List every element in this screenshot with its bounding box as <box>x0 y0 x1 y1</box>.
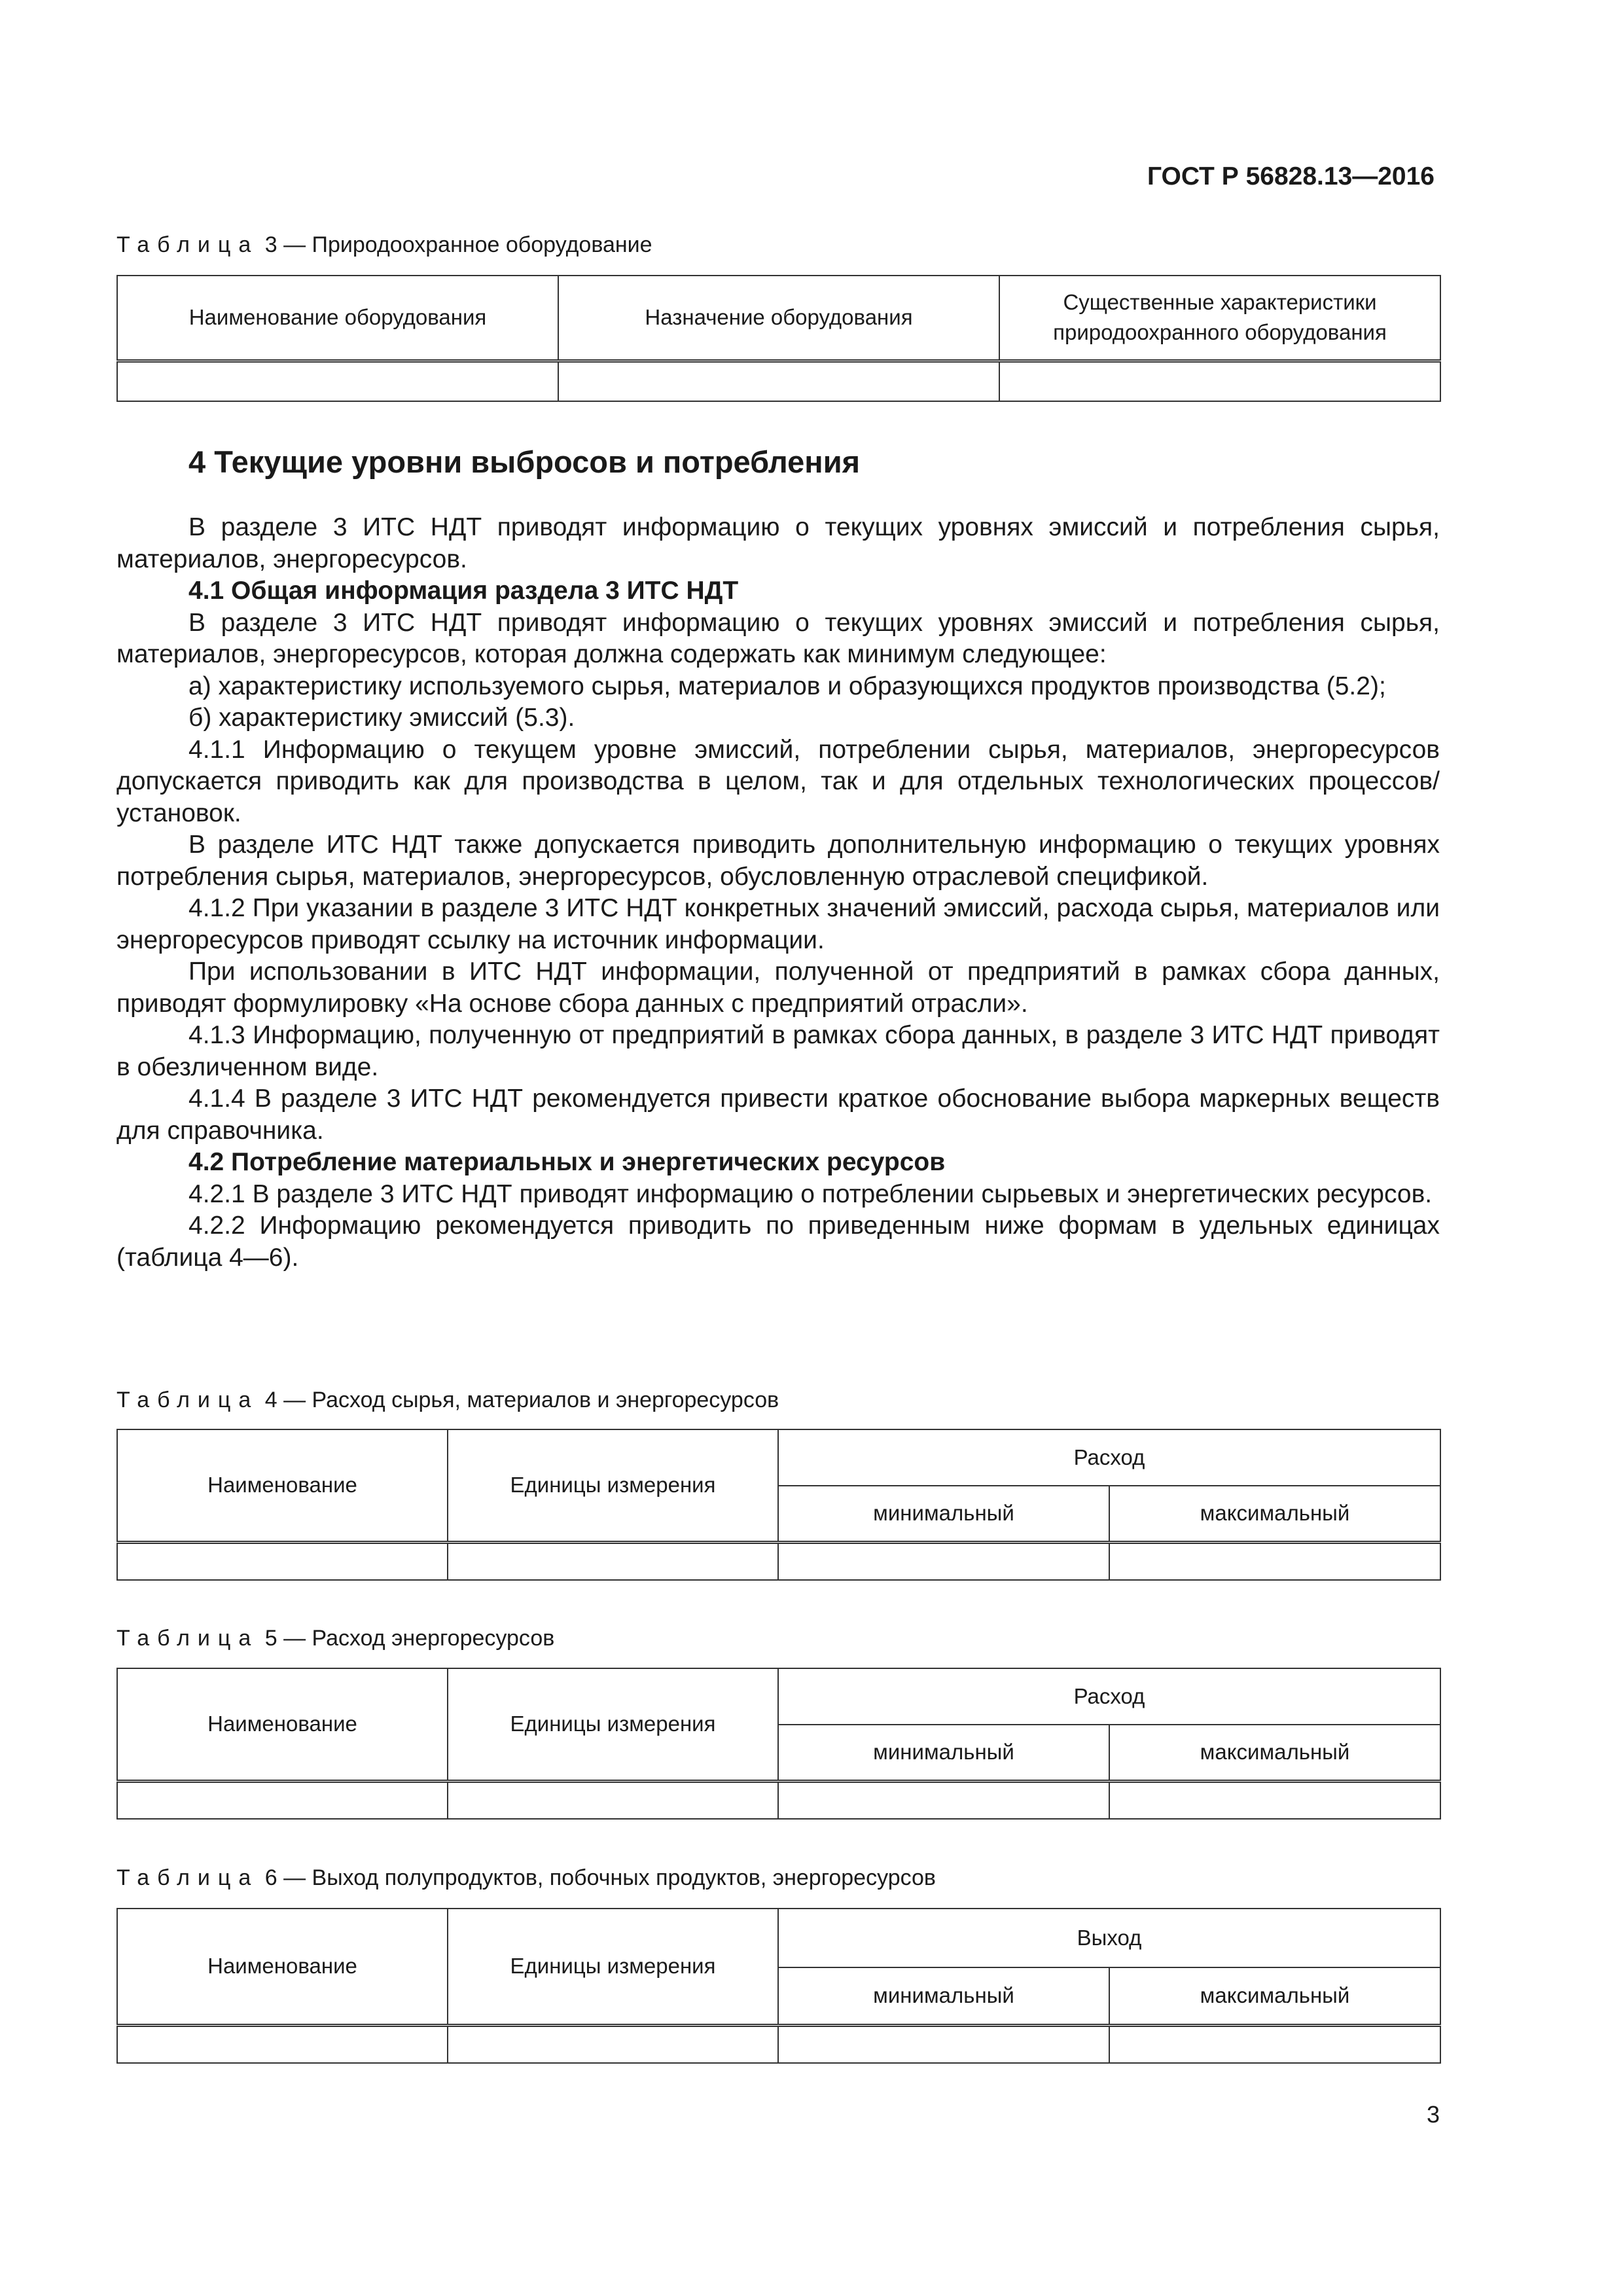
paragraph: 4.1.4 В разделе 3 ИТС НДТ рекомендуется привести краткое обоснование выбора маркерных веществ для справочника. <box>116 1085 1440 1145</box>
table5-header-min: минимальный <box>778 1725 1109 1781</box>
table4-header-name: Наименование <box>117 1429 448 1542</box>
table3-header-name: Наименование оборудования <box>117 276 558 361</box>
table5-header-max: максимальный <box>1109 1725 1440 1781</box>
subsection-heading: 4.2 Потребление материальных и энергетических ресурсов <box>188 1148 946 1176</box>
table4-cell <box>448 1542 778 1580</box>
table5-header-group: Расход <box>778 1668 1440 1725</box>
table3-caption-title: 3 — Природоохранное оборудование <box>259 232 652 257</box>
table4-caption <box>116 1388 779 1413</box>
table5-cell <box>117 1781 448 1819</box>
table3-cell <box>999 361 1440 401</box>
table3-caption-word: Таблица <box>116 232 259 257</box>
table6-header-group: Выход <box>778 1909 1440 1967</box>
document-code: ГОСТ Р 56828.13—2016 <box>1147 162 1435 190</box>
table6 <box>116 1908 1441 2064</box>
table6-cell <box>117 2025 448 2063</box>
table5 <box>116 1668 1441 1820</box>
page-number: 3 <box>1426 2101 1440 2128</box>
paragraph: 4.1.1 Информацию о текущем уровне эмиссий, потреблении сырья, материалов, энергоресурсов допускается приводить как для производства в целом, так и для отдельных технологических процессов/установок. <box>116 735 1440 827</box>
table5-cell <box>1109 1781 1440 1819</box>
table5-cell <box>778 1781 1109 1819</box>
table3-header-purpose: Назначение оборудования <box>558 276 999 361</box>
paragraph: 4.2.1 В разделе 3 ИТС НДТ приводят информацию о потреблении сырьевых и энергетических ресурсов. <box>188 1179 1433 1208</box>
table3-cell <box>117 361 558 401</box>
table4-header-max: максимальный <box>1109 1486 1440 1542</box>
table5-caption <box>116 1626 554 1651</box>
table6-cell <box>448 2025 778 2063</box>
paragraph: 4.1.3 Информацию, полученную от предприятий в рамках сбора данных, в разделе 3 ИТС НДТ приводят в обезличенном виде. <box>116 1021 1440 1081</box>
table6-header-max: максимальный <box>1109 1967 1440 2025</box>
paragraph: 4.1.2 При указании в разделе 3 ИТС НДТ конкретных значений эмиссий, расхода сырья, материалов или энергоресурсов приводят ссылку на источник информации. <box>116 894 1440 954</box>
table5-header-units: Единицы измерения <box>448 1668 778 1781</box>
table3-caption <box>116 232 652 258</box>
paragraph: В разделе 3 ИТС НДТ приводят информацию о текущих уровнях эмиссий и потребления сырья, материалов, энергоресурсов. <box>116 513 1440 573</box>
table5-caption-title: 5 — Расход энергоресурсов <box>259 1626 555 1651</box>
table4-header-group: Расход <box>778 1429 1440 1486</box>
subsection-heading: 4.1 Общая информация раздела 3 ИТС НДТ <box>188 577 739 605</box>
table4-cell <box>778 1542 1109 1580</box>
table3-cell <box>558 361 999 401</box>
table3-header-characteristics: Существенные характеристики природоохранного оборудования <box>999 276 1440 361</box>
table4-cell <box>1109 1542 1440 1580</box>
table6-caption <box>116 1865 936 1891</box>
table5-header-name: Наименование <box>117 1668 448 1781</box>
table4-header-units: Единицы измерения <box>448 1429 778 1542</box>
list-item: а) характеристику используемого сырья, материалов и образующихся продуктов производства (5.2); <box>188 672 1386 700</box>
paragraph: В разделе 3 ИТС НДТ приводят информацию о текущих уровнях эмиссий и потребления сырья, материалов, энергоресурсов, которая должна содержать как минимум следующее: <box>116 608 1440 668</box>
table6-header-min: минимальный <box>778 1967 1109 2025</box>
table6-cell <box>778 2025 1109 2063</box>
section-body <box>116 512 1440 1274</box>
table5-caption-word: Таблица <box>116 1626 259 1651</box>
table4-header-min: минимальный <box>778 1486 1109 1542</box>
table6-header-name: Наименование <box>117 1909 448 2025</box>
table6-header-units: Единицы измерения <box>448 1909 778 2025</box>
table6-caption-title: 6 — Выход полупродуктов, побочных продуктов, энергоресурсов <box>259 1865 936 1890</box>
section-heading: 4 Текущие уровни выбросов и потребления <box>188 444 861 479</box>
table4 <box>116 1429 1441 1581</box>
list-item: б) характеристику эмиссий (5.3). <box>188 704 575 732</box>
table4-caption-word: Таблица <box>116 1388 259 1412</box>
table4-cell <box>117 1542 448 1580</box>
table4-caption-title: 4 — Расход сырья, материалов и энергоресурсов <box>259 1388 779 1412</box>
paragraph: В разделе ИТС НДТ также допускается приводить дополнительную информацию о текущих уровнях потребления сырья, материалов, энергоресурсов, обусловленную отраслевой спецификой. <box>116 831 1440 891</box>
table3 <box>116 275 1441 402</box>
paragraph: При использовании в ИТС НДТ информации, полученной от предприятий в рамках сбора данных, приводят формулировку «На основе сбора данных с предприятий отрасли». <box>116 958 1440 1018</box>
table5-cell <box>448 1781 778 1819</box>
paragraph: 4.2.2 Информацию рекомендуется приводить по приведенным ниже формам в удельных единицах (таблица 4—6). <box>116 1211 1440 1272</box>
table6-caption-word: Таблица <box>116 1865 259 1890</box>
table6-cell <box>1109 2025 1440 2063</box>
